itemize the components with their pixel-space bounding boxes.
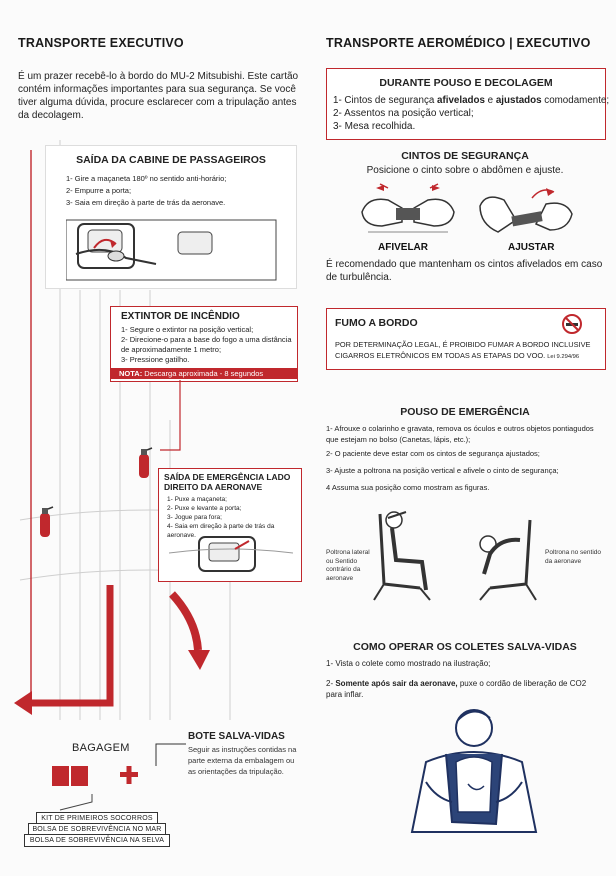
landing-line-1-post: comodamente; <box>541 95 610 106</box>
cabin-exit-title: SAÍDA DA CABINE DE PASSAGEIROS <box>76 154 266 166</box>
right-title: TRANSPORTE AEROMÉDICO | EXECUTIVO <box>326 36 591 50</box>
right-exit-title: SAÍDA DE EMERGÊNCIA LADO DIREITO DA AERONAVE <box>164 472 291 492</box>
vest-step-2 <box>326 678 598 700</box>
fire-extinguisher-icon <box>135 446 153 480</box>
no-smoking-icon <box>561 313 583 335</box>
landing-title: DURANTE POUSO E DECOLAGEM <box>379 77 553 89</box>
landing-line-2: 2- Assentos na posição vertical; <box>333 108 474 119</box>
extinguisher-note-text: Descarga aproximada - 8 segundos <box>144 369 264 378</box>
intro-text: É um prazer recebê-lo à bordo do MU-2 Mitsubishi. Este cartão contém informações importantes para sua segurança. Se você tiver alguma dúvida, procure esclarecer com a tripulação antes da decolagem. <box>18 71 299 121</box>
right-exit-step-2: 2- Puxe e levante a porta; <box>167 505 242 512</box>
belts-title: CINTOS DE SEGURANÇA <box>401 150 529 162</box>
emergency-title: POUSO DE EMERGÊNCIA <box>400 406 530 418</box>
right-exit-step-1: 1- Puxe a maçaneta; <box>167 496 227 503</box>
extinguisher-note <box>111 368 297 379</box>
landing-line-1-b1: afivelados <box>437 95 485 106</box>
cabin-exit-step-2: 2- Empurre a porta; <box>66 186 132 195</box>
brace-position-lateral-illustration <box>370 504 440 604</box>
vest-title: COMO OPERAR OS COLETES SALVA-VIDAS <box>353 641 577 653</box>
emergency-step-1: 1- Afrouxe o colarinho e gravata, remova os óculos e outros objetos pontiagudos que estejam no bolso (Canetas, lápis, etc.); <box>326 424 594 444</box>
extinguisher-connector <box>150 380 200 460</box>
kit-sea-survival: BOLSA DE SOBREVIVÊNCIA NO MAR <box>28 823 166 836</box>
vest-step-2-pre: 2- <box>326 679 336 688</box>
vest-step-2-post: puxe o cordão de liberação de CO2 para inflar. <box>326 679 587 699</box>
landing-line-1-b2: ajustados <box>495 95 542 106</box>
landing-line-3: 3- Mesa recolhida. <box>333 121 416 132</box>
landing-line-1 <box>333 94 609 107</box>
right-exit-box <box>158 468 302 582</box>
cabin-exit-box <box>45 145 297 289</box>
kit-pointer <box>56 794 136 814</box>
extinguisher-step-2: 2- Direcione-o para a base do fogo a uma distância de aproximadamente 1 metro; <box>121 335 292 354</box>
baggage-icons <box>50 764 150 790</box>
brace-position-forward-illustration <box>460 514 540 604</box>
smoking-box <box>326 308 606 370</box>
smoking-law: Lei 9.294/96 <box>547 354 580 360</box>
vest-step-2-bold: Somente após sair da aeronave, <box>335 679 458 688</box>
vest-step-1: 1- Vista o colete como mostrado na ilustração; <box>326 659 491 668</box>
seat-lateral-caption: Poltrona lateral ou Sentido contrário da aeronave <box>326 549 370 582</box>
cabin-exit-step-3: 3- Saia em direção à parte de trás da aeronave. <box>66 198 226 207</box>
extinguisher-box <box>110 306 298 382</box>
belts-recommend: É recomendado que mantenham os cintos afivelados em caso de turbulência. <box>326 259 603 283</box>
kit-jungle-survival: BOLSA DE SOBREVIVÊNCIA NA SELVA <box>24 834 170 847</box>
extinguisher-note-label: NOTA: <box>119 369 143 378</box>
fasten-label: AFIVELAR <box>378 242 428 253</box>
raft-text: Seguir as instruções contidas na parte externa da embalagem ou as orientações da tripulação. <box>188 745 297 776</box>
extinguisher-title: EXTINTOR DE INCÊNDIO <box>121 311 240 322</box>
raft-connector <box>150 740 188 770</box>
smoking-text-wrap <box>335 339 599 363</box>
left-title: TRANSPORTE EXECUTIVO <box>18 36 184 50</box>
raft-title: BOTE SALVA-VIDAS <box>188 731 285 742</box>
cabin-exit-step-1: 1- Gire a maçaneta 180º no sentido anti-horário; <box>66 174 227 183</box>
emergency-step-3: 3- Ajuste a poltrona na posição vertical e afivele o cinto de segurança; <box>326 466 559 475</box>
landing-line-1-pre: 1- Cintos de segurança <box>333 95 438 106</box>
adjust-label: AJUSTAR <box>508 242 555 253</box>
extinguisher-step-3: 3- Pressione gatilho. <box>121 355 190 364</box>
right-exit-illustration <box>169 533 293 577</box>
extinguisher-step-1: 1- Segure o extintor na posição vertical; <box>121 325 254 334</box>
life-vest-illustration <box>396 702 556 852</box>
seat-forward-caption: Poltrona no sentido da aeronave <box>545 549 602 565</box>
smoking-text: POR DETERMINAÇÃO LEGAL, É PROIBIDO FUMAR A BORDO INCLUSIVE CIGARROS ELETRÔNICOS EM TODAS AS ETAPAS DO VOO. <box>335 340 591 360</box>
fire-extinguisher-icon-2 <box>36 505 54 539</box>
exit-curved-arrow <box>168 590 218 672</box>
belts-subtitle: Posicione o cinto sobre o abdômen e ajuste. <box>366 165 564 176</box>
emergency-step-2: 2- O paciente deve estar com os cintos de segurança ajustados; <box>326 449 540 458</box>
cabin-door-illustration <box>66 214 286 286</box>
landing-line-1-mid: e <box>484 95 496 106</box>
landing-box <box>326 68 610 140</box>
right-exit-step-4: 4- Saia em direção à parte de trás da aeronave. <box>167 523 275 539</box>
kit-first-aid: KIT DE PRIMEIROS SOCORROS <box>36 812 158 825</box>
adjust-belt-illustration <box>476 184 576 244</box>
smoking-title: FUMO A BORDO <box>335 317 418 329</box>
emergency-step-4: 4 Assuma sua posição como mostram as figuras. <box>326 483 490 492</box>
fasten-belt-illustration <box>358 182 458 242</box>
right-exit-step-3: 3- Jogue para fora; <box>167 514 222 521</box>
baggage-title: BAGAGEM <box>72 742 130 754</box>
